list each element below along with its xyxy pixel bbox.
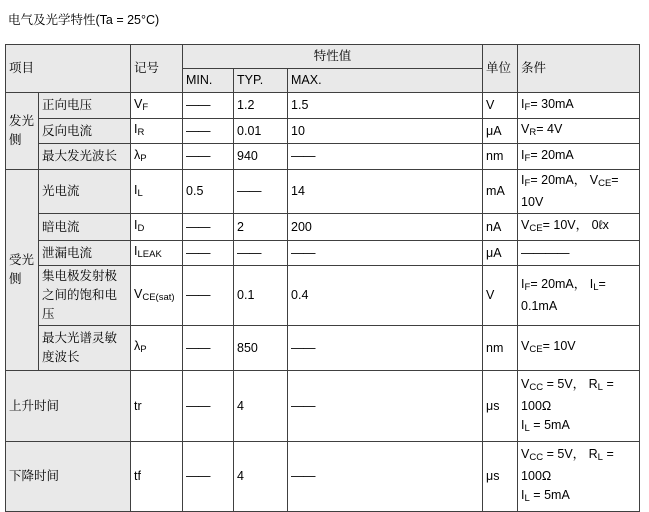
cell-max: 14 xyxy=(288,170,483,214)
cell-item: 最大发光波长 xyxy=(39,144,131,170)
cell-symbol: $V_F$ xyxy=(131,93,183,119)
cell-condition: $I_F= 30mA$ xyxy=(518,93,640,119)
cell-unit: nA xyxy=(483,214,518,241)
cell-max: —— xyxy=(288,241,483,266)
table-row xyxy=(6,442,640,512)
table-row xyxy=(6,119,640,144)
cell-item: 泄漏电流 xyxy=(39,241,131,266)
cell-symbol: $V_{CE(sat)}$ xyxy=(131,266,183,326)
cell-typ: 4 xyxy=(234,442,288,512)
table-row xyxy=(6,214,640,241)
cell-min: —— xyxy=(183,241,234,266)
cell-min: —— xyxy=(183,119,234,144)
cell-min: —— xyxy=(183,144,234,170)
cell-unit: mA xyxy=(483,170,518,214)
cell-typ: 2 xyxy=(234,214,288,241)
cell-symbol: $I_{LEAK}$ xyxy=(131,241,183,266)
header-value-group: 特性值 xyxy=(183,45,483,69)
cell-typ: 1.2 xyxy=(234,93,288,119)
cell-unit: nm xyxy=(483,144,518,170)
cell-condition: $I_F= 20mA$ xyxy=(518,144,640,170)
cell-item: 反向电流 xyxy=(39,119,131,144)
cell-item: 最大光谱灵敏度波长 xyxy=(39,326,131,371)
cell-min: —— xyxy=(183,442,234,512)
cell-typ: 850 xyxy=(234,326,288,371)
cell-max: 10 xyxy=(288,119,483,144)
cell-min: —— xyxy=(183,93,234,119)
cell-max: 1.5 xyxy=(288,93,483,119)
cell-unit: V xyxy=(483,93,518,119)
table-row xyxy=(6,371,640,442)
cell-unit: μs xyxy=(483,442,518,512)
table-row xyxy=(6,266,640,326)
header-typ: TYP. xyxy=(234,69,288,93)
characteristics-table xyxy=(5,44,640,512)
cell-max: —— xyxy=(288,442,483,512)
cell-condition: $I_F= 20mA$， $I_L=$ 0.1mA xyxy=(518,266,640,326)
cell-unit: μA xyxy=(483,241,518,266)
table-row xyxy=(6,241,640,266)
cell-symbol: $I_L$ xyxy=(131,170,183,214)
header-unit: 单位 xyxy=(483,45,518,93)
cell-item: 暗电流 xyxy=(39,214,131,241)
header-item: 项目 xyxy=(6,45,131,93)
cell-symbol: $\lambda_P$ xyxy=(131,326,183,371)
header-symbol: 记号 xyxy=(131,45,183,93)
cell-max: —— xyxy=(288,371,483,442)
cell-unit: μs xyxy=(483,371,518,442)
cell-min: —— xyxy=(183,214,234,241)
cell-max: —— xyxy=(288,326,483,371)
table-row xyxy=(6,93,640,119)
page-title: 电气及光学特性(Ta = 25°C) xyxy=(8,13,160,27)
cell-unit: nm xyxy=(483,326,518,371)
cell-max: —— xyxy=(288,144,483,170)
cell-typ: 0.01 xyxy=(234,119,288,144)
cell-min: —— xyxy=(183,371,234,442)
header-row-1 xyxy=(6,45,640,69)
cell-symbol: tf xyxy=(131,442,183,512)
header-min: MIN. xyxy=(183,69,234,93)
cell-condition: $V_{CC} = 5V$， $R_L$ = 100Ω $I_L = 5mA$ xyxy=(518,371,640,442)
cell-symbol: tr xyxy=(131,371,183,442)
group-label-emitter: 发光侧 xyxy=(6,93,39,170)
cell-min: 0.5 xyxy=(183,170,234,214)
cell-unit: V xyxy=(483,266,518,326)
cell-max: 200 xyxy=(288,214,483,241)
cell-symbol: $I_R$ xyxy=(131,119,183,144)
cell-min: —— xyxy=(183,266,234,326)
cell-typ: —— xyxy=(234,241,288,266)
cell-item: 下降时间 xyxy=(6,442,131,512)
cell-item: 上升时间 xyxy=(6,371,131,442)
cell-condition: $V_{CC} = 5V$， $R_L$ = 100Ω $I_L = 5mA$ xyxy=(518,442,640,512)
cell-item: 光电流 xyxy=(39,170,131,214)
cell-condition: $I_F= 20mA$， $V_{CE}=$ 10V xyxy=(518,170,640,214)
cell-symbol: $I_D$ xyxy=(131,214,183,241)
cell-item: 正向电压 xyxy=(39,93,131,119)
header-max: MAX. xyxy=(288,69,483,93)
cell-condition: ———— xyxy=(518,241,640,266)
table-row xyxy=(6,144,640,170)
cell-min: —— xyxy=(183,326,234,371)
group-label-receiver: 受光侧 xyxy=(6,170,39,371)
cell-condition: $V_R= 4V$ xyxy=(518,119,640,144)
cell-typ: —— xyxy=(234,170,288,214)
cell-item: 集电极发射极之间的饱和电压 xyxy=(39,266,131,326)
cell-typ: 940 xyxy=(234,144,288,170)
cell-symbol: $\lambda_P$ xyxy=(131,144,183,170)
cell-unit: μA xyxy=(483,119,518,144)
cell-typ: 4 xyxy=(234,371,288,442)
table-row xyxy=(6,170,640,214)
table-row xyxy=(6,326,640,371)
cell-max: 0.4 xyxy=(288,266,483,326)
cell-typ: 0.1 xyxy=(234,266,288,326)
cell-condition: $V_{CE}= 10V$， 0ℓx xyxy=(518,214,640,241)
cell-condition: $V_{CE}= 10V$ xyxy=(518,326,640,371)
header-condition: 条件 xyxy=(518,45,640,93)
